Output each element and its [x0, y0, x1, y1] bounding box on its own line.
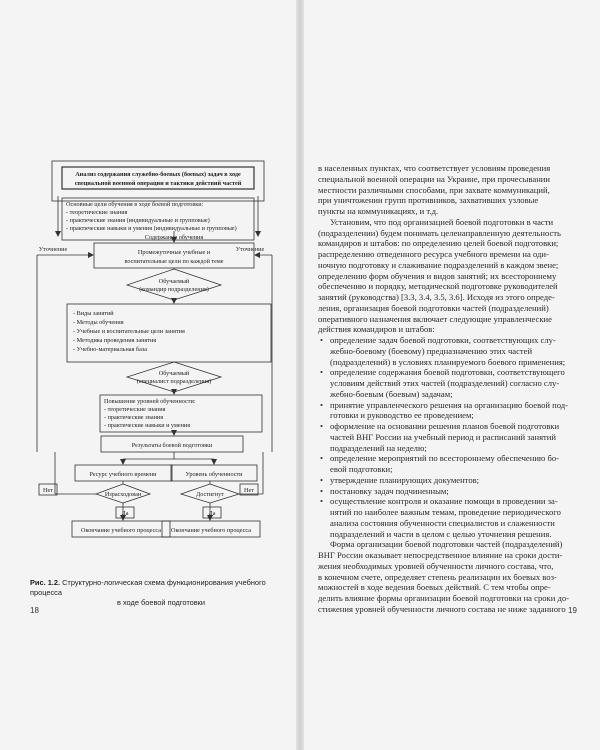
text-line	[318, 604, 580, 615]
text-line-content: при уничтожении групп противников, захвативших узловые	[318, 195, 539, 206]
text-line	[318, 593, 580, 604]
text-line-content: командиров и штабов: по определению целей боевой подготовки;	[318, 238, 559, 249]
goals-title: Основные цели обучения в ходе боевой подготовки:	[66, 201, 204, 208]
level-result-label: Уровень обученности	[185, 471, 243, 478]
text-line-content: определению форм обучения и видов занятий; их всестороннему	[318, 270, 557, 281]
text-line	[318, 582, 580, 593]
text-line-content: принятие управленческого решения на организацию боевой под-	[330, 399, 568, 410]
text-line	[318, 228, 580, 239]
text-line-content: Форма организации боевой подготовки частей (подразделений)	[330, 539, 563, 550]
intermediate-line-2: воспитательные цели по каждой теме	[124, 258, 224, 265]
text-line-content: делить влияние формы организации боевой подготовки на сроки до-	[318, 593, 570, 603]
text-line-content: Установим, что под организацией боевой подготовки в части	[330, 216, 554, 227]
right-page-text	[318, 163, 580, 615]
text-line	[318, 217, 580, 228]
bullet-icon: •	[320, 474, 324, 485]
level-title: Повышение уровней обученности:	[104, 398, 196, 405]
text-line	[318, 529, 580, 540]
text-line	[318, 421, 580, 432]
text-line-content: в населенных пунктах, что соответствует условиям проведения	[318, 163, 551, 173]
trained-cmd-line-2: (командир подразделения)	[139, 286, 209, 293]
end-right-label: Окончание учебного процесса	[171, 527, 251, 534]
text-line-content: осуществление контроля и оказание помощи в проведении за-	[330, 496, 558, 507]
text-line-content: жебно-боевому (боевому) предназначению этих частей	[330, 345, 533, 356]
bullet-icon: •	[320, 496, 324, 507]
text-line	[318, 357, 580, 368]
bullet-icon: •	[320, 485, 324, 496]
text-line	[318, 249, 580, 260]
text-line	[318, 346, 580, 357]
end-left-label: Окончание учебного процесса	[81, 527, 161, 534]
text-line	[318, 271, 580, 282]
resource-label: Ресурс учебного времени	[89, 471, 157, 478]
yes-left-label: Да	[121, 510, 129, 517]
text-line	[318, 453, 580, 464]
intermediate-line-1: Промежуточные учебные и	[137, 249, 211, 256]
text-line-content: подразделений на неделю;	[330, 442, 427, 453]
text-line-content: (подразделений) в условиях планируемого боевого применения;	[330, 356, 566, 367]
bullet-icon: •	[320, 453, 324, 464]
text-line	[318, 400, 580, 411]
text-line-content: определение мероприятий по всестороннему обеспечению бо-	[330, 453, 560, 464]
text-line-content: специальной военной операции на Украине, при прочесывании	[318, 173, 550, 184]
text-line	[318, 443, 580, 454]
text-line	[318, 378, 580, 389]
bullet-icon: •	[320, 421, 324, 431]
spent-label: Израсходован	[104, 491, 142, 498]
results-label: Результаты боевой подготовки	[131, 442, 213, 449]
text-line	[318, 486, 580, 497]
page-number-left: 18	[30, 606, 39, 615]
text-line	[318, 410, 580, 421]
text-line	[318, 561, 580, 572]
text-line	[318, 314, 580, 325]
level-item-3: - практические навыки и умения	[104, 422, 191, 429]
trained-spec-line-1: Обучаемый	[158, 370, 190, 377]
bullet-icon: •	[320, 367, 324, 378]
text-line-content: местности различными способами, при захвате коммуникаций,	[318, 184, 550, 195]
text-line-content: пункты на коммуникациях, и т.д.	[318, 206, 439, 216]
text-line	[318, 303, 580, 314]
text-line-content: ночную подготовку и слаживание подразделений в каждом звене;	[318, 259, 559, 270]
diagram-title-line-2: специальной военной операции и тактики действий частей	[74, 180, 242, 187]
text-line-content: готовки и руководство ее проведением;	[330, 410, 474, 421]
text-line-content: постановку задач подчиненным;	[330, 485, 449, 496]
text-line-content: в конечном счете, определяет степень реализации их боевых воз-	[318, 571, 557, 582]
trained-spec-line-2: (специалист подразделения)	[136, 378, 212, 385]
figure-caption	[30, 578, 292, 608]
text-line	[318, 292, 580, 303]
text-line	[318, 432, 580, 443]
text-line-content: оформление на основании решения планов боевой подготовки	[330, 421, 560, 431]
content-label: Содержание обучения	[144, 234, 204, 241]
yes-right-label: Да	[208, 510, 216, 517]
level-item-2: - практические знания	[104, 414, 164, 421]
text-line-content: стижения уровней обученности личного состава не ниже заданного	[318, 603, 566, 614]
text-line-content: ления, организация боевой подготовки частей (подразделений)	[318, 302, 549, 313]
text-line	[318, 260, 580, 271]
text-line	[318, 539, 580, 550]
text-line-content: нятий по наиболее важным темам, проведение периодического	[330, 507, 561, 517]
text-line	[318, 163, 580, 174]
methods-item-3: - Учебные и воспитательные цели занятия	[73, 328, 185, 335]
text-line-content: условиям действий этих частей (подразделений) согласно слу-	[330, 378, 560, 388]
trained-cmd-line-1: Обучаемый	[158, 278, 190, 285]
bullet-icon: •	[320, 399, 324, 410]
text-line-content: определение содержания боевой подготовки, соответствующего	[330, 367, 565, 378]
text-line	[318, 335, 580, 346]
no-left-label: Нет	[43, 487, 53, 494]
text-line	[318, 206, 580, 217]
text-line-content: обеспечению и порядку, методической подготовке руководителей	[318, 281, 558, 292]
caption-line-1: Структурно-логическая схема функционирования учебного процесса	[30, 578, 266, 597]
text-line	[318, 185, 580, 196]
text-line-content: жения необходимых уровней обученности личного состава, что,	[318, 560, 554, 571]
text-line-content: евой подготовки;	[330, 464, 393, 474]
text-line-content: оперативного назначения включает следующие управленческие	[318, 313, 552, 324]
text-line	[318, 174, 580, 185]
text-line-content: действия командиров и штабов:	[318, 324, 435, 335]
caption-line-2: в ходе боевой подготовки	[116, 598, 206, 607]
text-line-content: ВНГ России оказывает непосредственное влияние на сроки дости-	[318, 550, 563, 560]
text-line	[318, 518, 580, 529]
achieved-label: Достигнут	[196, 491, 224, 498]
text-line	[318, 389, 580, 400]
bullet-icon: •	[320, 335, 324, 345]
text-line	[318, 496, 580, 507]
text-line-content: можностей в ходе ведения боевых действий. С тем чтобы опре-	[318, 582, 551, 593]
text-line	[318, 507, 580, 518]
text-line-content: анализа состояния обученности специалистов и слаженности	[330, 517, 555, 528]
flow-diagram	[0, 0, 300, 600]
no-right-label: Нет	[244, 487, 254, 494]
text-line	[318, 464, 580, 475]
text-line-content: (подразделении) будем понимать целенаправленную деятельность	[318, 227, 561, 238]
text-line-content: утверждение планирующих документов;	[330, 474, 480, 485]
level-item-1: - теоретические знания	[104, 406, 166, 413]
text-line	[318, 367, 580, 378]
text-line	[318, 324, 580, 335]
goals-item-2: - практические знания (индивидуальные и групповые)	[66, 217, 210, 224]
page-number-right: 19	[568, 606, 577, 615]
clarify-right-label: Уточнение	[235, 246, 265, 253]
methods-item-1: - Виды занятий	[73, 310, 114, 317]
text-line-content: распределению отведенного ресурса учебного времени на оди-	[318, 249, 549, 259]
clarify-left-label: Уточнение	[38, 246, 68, 253]
goals-item-1: - теоретические знания	[66, 209, 128, 216]
decision-trained-specialist	[127, 362, 221, 392]
text-line	[318, 550, 580, 561]
diagram-title-line-1: Анализ содержания служебно-боевых (боевых) задач в ходе	[75, 171, 241, 178]
methods-item-5: - Учебно-материальная база	[73, 346, 148, 353]
text-line	[318, 475, 580, 486]
text-line-content: определение задач боевой подготовки, соответствующих слу-	[330, 335, 556, 345]
text-line	[318, 281, 580, 292]
text-line	[318, 195, 580, 206]
methods-item-2: - Методы обучения	[73, 319, 124, 326]
text-line-content: подразделений и части в целом с целью уточнения решения.	[330, 528, 552, 539]
text-line-content: жебно-боевым (боевым) задачам;	[330, 388, 453, 399]
methods-item-4: - Методика проведения занятия	[73, 337, 157, 344]
text-line-content: занятий (руководства) [3.3, 3.4, 3.5, 3.6]. Исходя из этого опреде-	[318, 292, 555, 302]
text-line	[318, 572, 580, 583]
text-line	[318, 238, 580, 249]
goals-item-3: - практические навыки и умения (индивидуальные и групповые)	[66, 225, 237, 232]
text-line-content: частей ВНГ России на учебный период и расписаний занятий	[330, 431, 557, 442]
caption-label: Рис. 1.2.	[30, 578, 61, 587]
